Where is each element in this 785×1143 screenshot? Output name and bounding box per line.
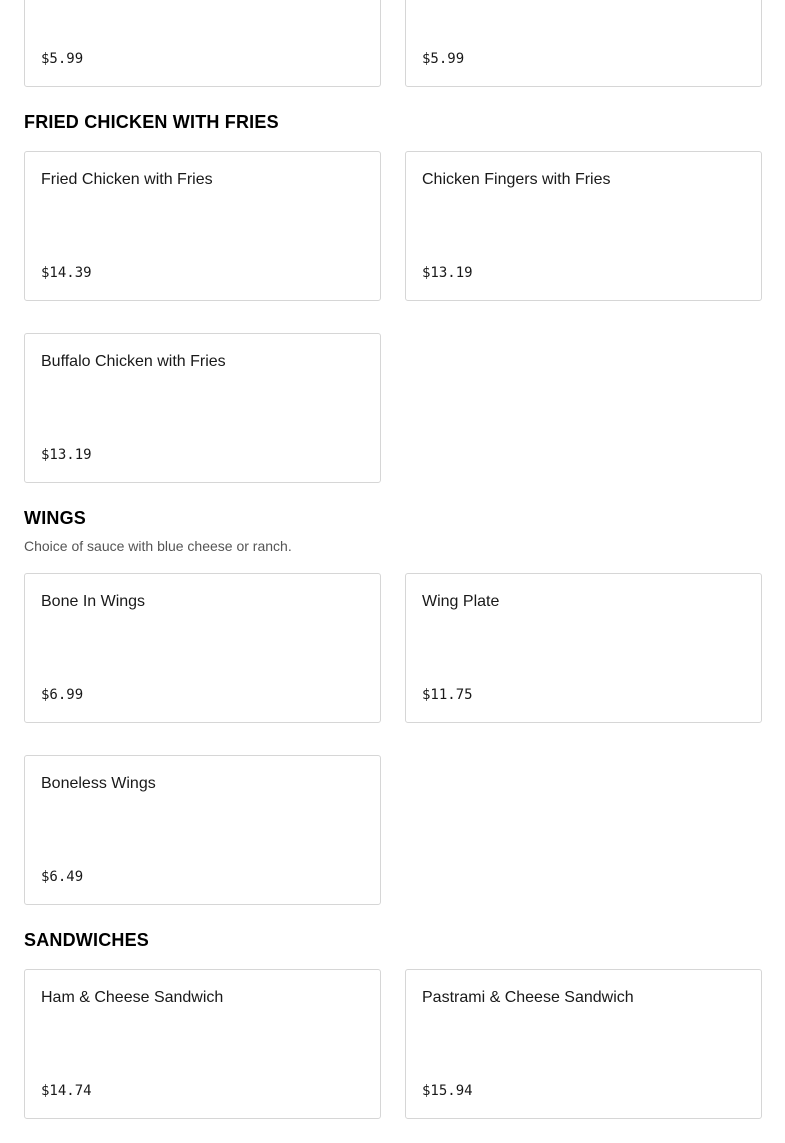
item-price: $14.74 xyxy=(41,1083,92,1099)
section-title-fried-chicken: FRIED CHICKEN WITH FRIES xyxy=(24,112,279,132)
section-title-sandwiches: SANDWICHES xyxy=(24,930,150,950)
item-price: $14.39 xyxy=(41,265,92,281)
menu-item-card[interactable] xyxy=(405,151,762,301)
item-name: Wing Plate xyxy=(422,593,500,610)
menu-item-card[interactable] xyxy=(24,969,381,1119)
item-price: $11.75 xyxy=(422,687,473,703)
item-price: $6.99 xyxy=(41,687,84,703)
menu-item-card[interactable] xyxy=(24,0,381,87)
menu-item-card[interactable] xyxy=(24,573,381,723)
item-price: $15.94 xyxy=(422,1083,473,1099)
section-description: Choice of sauce with blue cheese or ranch. xyxy=(24,538,292,554)
item-name: Pastrami & Cheese Sandwich xyxy=(422,989,634,1006)
item-price: $13.19 xyxy=(41,447,92,463)
item-name: Ham & Cheese Sandwich xyxy=(41,989,224,1006)
item-price: $13.19 xyxy=(422,265,473,281)
item-name: Buffalo Chicken with Fries xyxy=(41,353,226,370)
item-name: Chicken Fingers with Fries xyxy=(422,171,611,188)
item-name: Boneless Wings xyxy=(41,775,156,792)
item-price: $5.99 xyxy=(41,51,84,67)
menu-item-card[interactable] xyxy=(405,573,762,723)
menu-item-card[interactable] xyxy=(24,755,381,905)
item-name: Bone In Wings xyxy=(41,593,146,610)
item-price: $6.49 xyxy=(41,869,84,885)
item-price: $5.99 xyxy=(422,51,465,67)
section-title-wings: WINGS xyxy=(24,508,86,528)
menu-item-card[interactable] xyxy=(405,0,762,87)
item-name: Fried Chicken with Fries xyxy=(41,171,213,188)
menu-item-card[interactable] xyxy=(405,969,762,1119)
menu-item-card[interactable] xyxy=(24,333,381,483)
menu-item-card[interactable] xyxy=(24,151,381,301)
